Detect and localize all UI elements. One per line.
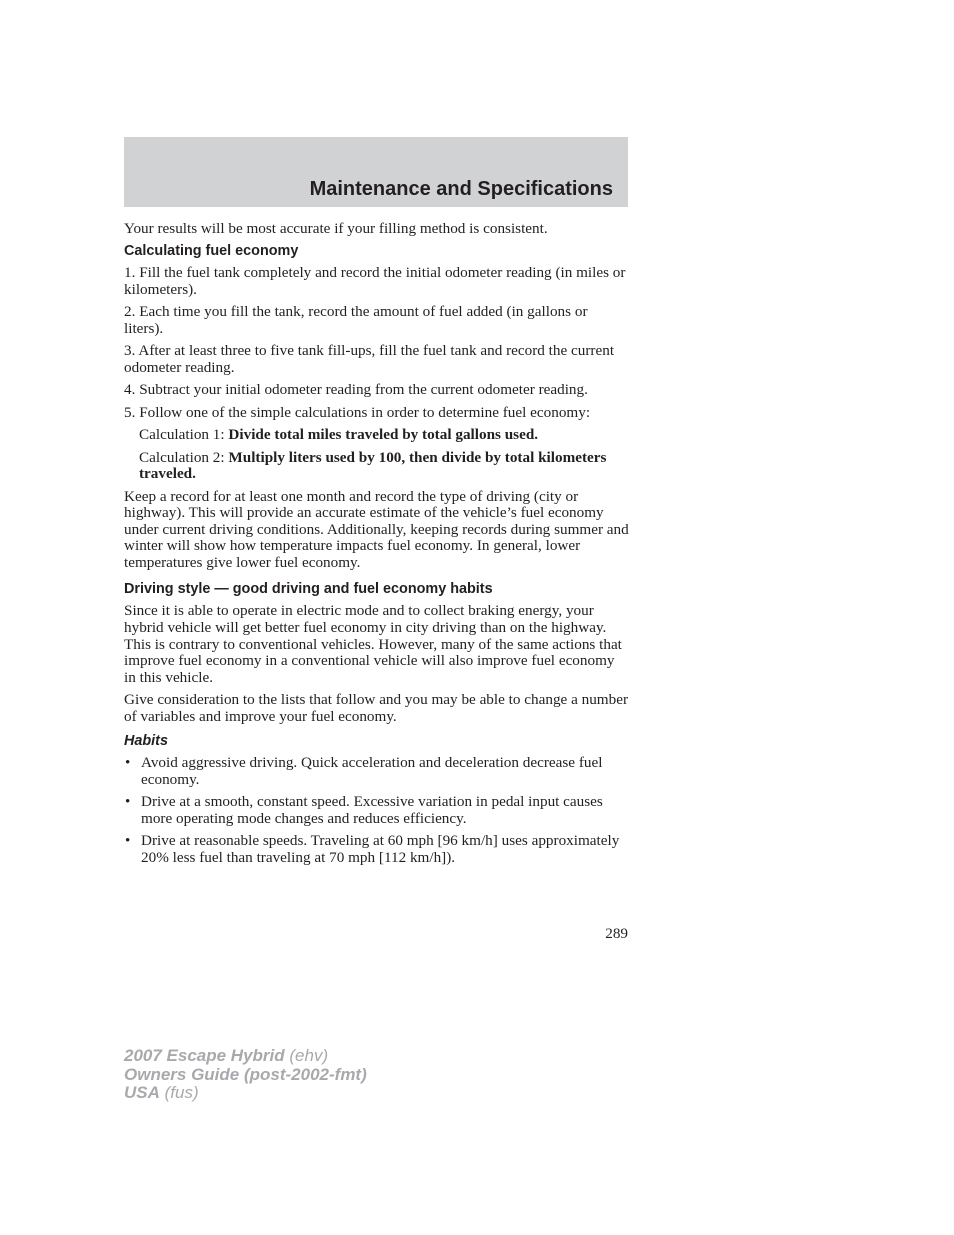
bullet-icon: • [125, 793, 131, 811]
calculation-1-label: Calculation 1: [139, 426, 229, 444]
page-number: 289 [605, 925, 628, 942]
list-item-text: Avoid aggressive driving. Quick acceleration and deceleration decrease fuel economy. [141, 754, 603, 789]
bullet-icon: • [125, 832, 131, 850]
habits-list [124, 755, 630, 866]
footer-guide: Owners Guide (post-2002-fmt) [124, 1064, 367, 1084]
footer-market: USA [124, 1083, 160, 1102]
bullet-icon: • [125, 754, 131, 772]
step-4: 4. Subtract your initial odometer reading from the current odometer reading. [124, 381, 588, 399]
list-item [124, 794, 630, 827]
footer-line-3 [124, 1084, 367, 1103]
calculation-1 [124, 427, 630, 444]
driving-style-paragraph-2: Give consideration to the lists that follow and you may be able to change a number of variables and improve your fuel economy. [124, 691, 629, 725]
list-item [124, 755, 630, 788]
footer-line-2 [124, 1066, 367, 1085]
step-3: 3. After at least three to five tank fill-ups, fill the fuel tank and record the current odometer reading. [124, 342, 615, 376]
calculation-2 [124, 450, 630, 483]
intro-paragraph: Your results will be most accurate if your filling method is consistent. [124, 220, 548, 237]
habits-heading: Habits [124, 733, 168, 750]
calculation-1-text: Divide total miles traveled by total gallons used. [228, 426, 539, 444]
calculation-2-text: Multiply liters used by 100, then divide by total kilometers traveled. [139, 448, 607, 483]
section-title: Maintenance and Specifications [309, 178, 613, 200]
document-footer [124, 1047, 367, 1103]
list-item [124, 833, 630, 866]
footer-model: 2007 Escape Hybrid [124, 1046, 285, 1065]
footer-market-code: (fus) [159, 1083, 199, 1102]
step-1: 1. Fill the fuel tank completely and record the initial odometer reading (in miles or kilometers). [124, 264, 626, 298]
step-2: 2. Each time you fill the tank, record the amount of fuel added (in gallons or liters). [124, 303, 588, 337]
footer-line-1 [124, 1047, 367, 1066]
list-item-text: Drive at a smooth, constant speed. Excessive variation in pedal input causes more operating mode changes and reduces efficiency. [141, 793, 603, 827]
calculation-2-label: Calculation 2: [139, 448, 229, 466]
calculating-heading: Calculating fuel economy [124, 243, 299, 260]
driving-style-heading: Driving style — good driving and fuel economy habits [124, 581, 493, 598]
record-paragraph: Keep a record for at least one month and record the type of driving (city or highway). This will provide an accurate estimate of the vehicle’s fuel economy under current driving conditions. Additionally, keeping records during summer and winter will show how temperature impacts fuel economy. In general, lower temperatures give lower fuel economy. [124, 487, 629, 571]
page-content [124, 221, 630, 872]
section-header-band [124, 137, 628, 207]
footer-model-code: (ehv) [284, 1046, 329, 1065]
step-5: 5. Follow one of the simple calculations in order to determine fuel economy: [124, 403, 591, 421]
list-item-text: Drive at reasonable speeds. Traveling at 60 mph [96 km/h] uses approximately 20% less fuel than traveling at 70 mph [112 km/h]). [141, 832, 620, 866]
driving-style-paragraph-1: Since it is able to operate in electric mode and to collect braking energy, your hybrid vehicle will get better fuel economy in city driving than on the highway. This is contrary to conventional vehicles. However, many of the same actions that improve fuel economy in a conventional vehicle will also improve fuel economy in this vehicle. [124, 602, 622, 686]
